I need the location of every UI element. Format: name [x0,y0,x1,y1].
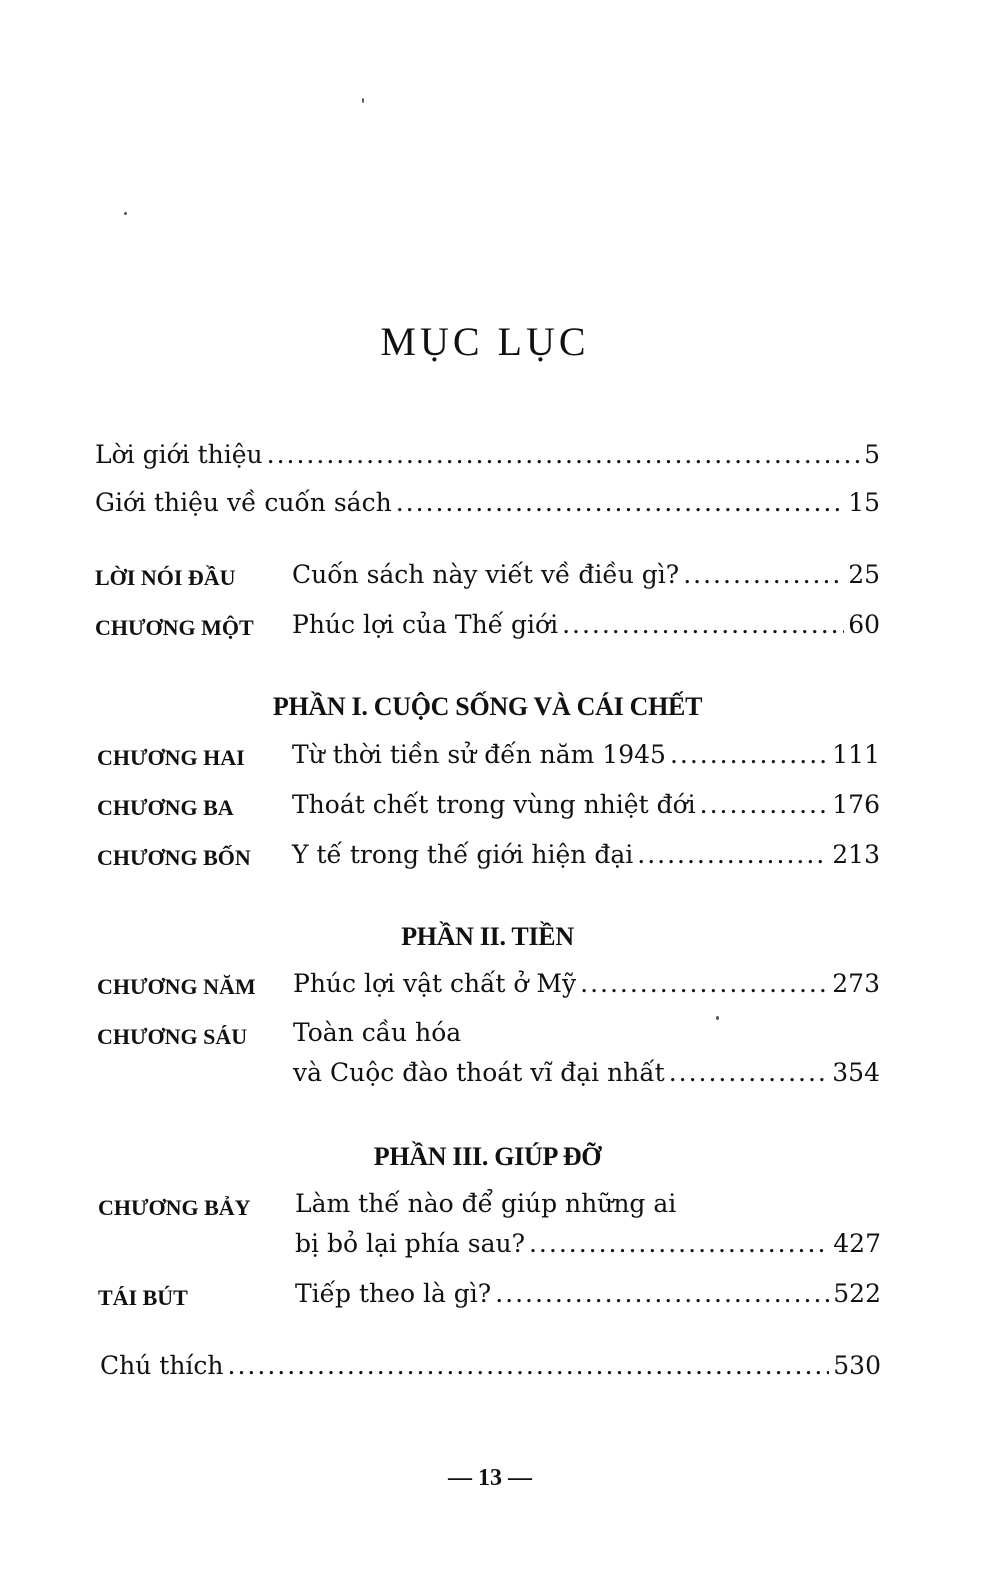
page-title: MỤC LỤC [380,319,590,364]
entry-title: Thoát chết trong vùng nhiệt đới [292,790,696,819]
chapter-label: LỜI NÓI ĐẦU [95,565,236,590]
entry-page: 15 [848,488,880,517]
entry-title: bị bỏ lại phía sau? [295,1229,525,1258]
chapter-label: CHƯƠNG BỐN [97,845,251,870]
entry-page: 427 [833,1229,881,1258]
toc-entry-postscript[interactable] [295,1279,881,1319]
leader-dots [228,1351,830,1380]
chapter-label: CHƯƠNG SÁU [97,1024,248,1049]
entry-title: Tiếp theo là gì? [295,1279,492,1308]
entry-title: và Cuộc đào thoát vĩ đại nhất [293,1058,665,1087]
leader-dots [669,1058,829,1087]
chapter-label: CHƯƠNG MỘT [95,615,254,640]
entry-title: Giới thiệu về cuốn sách [95,488,392,517]
leader-dots [396,488,845,517]
scan-speck [124,212,127,215]
leader-dots [700,790,829,819]
leader-dots [562,610,844,639]
toc-entry-chapter-3[interactable] [292,790,880,830]
chapter-label: CHƯƠNG HAI [97,745,245,770]
chapter-label: CHƯƠNG NĂM [97,974,256,999]
toc-entry-chapter-5[interactable] [293,969,880,1009]
chapter-label: CHƯƠNG BẢY [98,1195,251,1220]
entry-page: 60 [848,610,880,639]
entry-title: Từ thời tiền sử đến năm 1945 [292,740,666,769]
leader-dots [267,440,860,469]
leader-dots [670,740,828,769]
toc-entry-intro[interactable] [95,440,880,480]
entry-page: 354 [832,1058,880,1087]
entry-title: Chú thích [100,1351,224,1380]
part-3-heading: PHẦN III. GIÚP ĐỠ [373,1142,602,1171]
leader-dots [637,840,828,869]
entry-page: 176 [832,790,880,819]
toc-entry-preface[interactable] [292,560,880,600]
toc-entry-chapter-7[interactable] [295,1229,881,1269]
entry-title: Y tế trong thế giới hiện đại [292,840,634,869]
toc-entry-notes[interactable] [100,1351,881,1391]
toc-entry-chapter-4[interactable] [292,840,880,880]
page-number-footer: — 13 — [448,1465,532,1491]
toc-entry-chapter-1[interactable] [292,610,880,650]
entry-page: 25 [848,560,880,589]
toc-entry-chapter-2[interactable] [292,740,880,780]
entry-page: 213 [832,840,880,869]
part-1-heading: PHẦN I. CUỘC SỐNG VÀ CÁI CHẾT [272,692,703,721]
leader-dots [580,969,828,998]
entry-title: Phúc lợi vật chất ở Mỹ [293,969,577,998]
toc-entry-about-book[interactable] [95,488,880,528]
scan-speck [362,98,364,103]
leader-dots [529,1229,829,1258]
entry-page: 530 [833,1351,881,1380]
toc-entry-chapter-6[interactable] [293,1058,880,1098]
entry-title: Phúc lợi của Thế giới [292,610,559,639]
part-2-heading: PHẦN II. TIỀN [401,922,574,951]
entry-page: 522 [833,1279,881,1308]
entry-title: Lời giới thiệu [95,440,263,469]
entry-title: Cuốn sách này viết về điều gì? [292,560,680,589]
entry-page: 273 [832,969,880,998]
entry-title-line-1: Làm thế nào để giúp những ai [295,1189,677,1218]
leader-dots [683,560,844,589]
entry-page: 5 [864,440,880,469]
scan-speck [716,1016,719,1020]
leader-dots [495,1279,829,1308]
entry-page: 111 [832,740,880,769]
chapter-label: CHƯƠNG BA [97,795,234,820]
entry-title-line-1: Toàn cầu hóa [293,1018,462,1047]
chapter-label: TÁI BÚT [98,1285,188,1310]
